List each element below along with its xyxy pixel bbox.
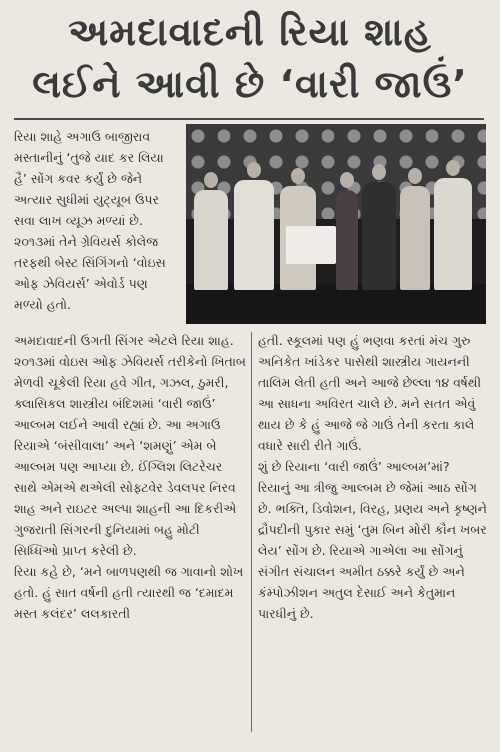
headline-line-2: લઈને આવી છે ‘વારી જાઉં’ — [32, 62, 468, 106]
person-figure — [400, 186, 430, 290]
person-head — [340, 172, 354, 188]
person-head — [204, 172, 218, 188]
column-b-paragraph-1: અમદાવાદની ઉગતી સિંગર એટલે રિયા શાહ. ૨૦૧૩માં વોઇસ ઓફ ઝેવિયર્સ તરીકેનો ખિતાબ મેળવી ચૂકેલી રિયા હવે ગીત, ગઝલ, ઠુમરી, ક્લાસિકલ શાસ્ત્રીય બંદિશમાં ‘વારી જાઉં’ આલ્બમ લઈને આવી રહ્યાં છે. આ અગાઉ રિયાએ ‘બંસીવાલા’ અને ‘શમણું’ એમ બે આલ્બમ પણ આપ્યા છે. ઈંગ્લિશ લિટરેચર સાથે એમએ થએલી સોફ્ટવેર ડેવલપર નિરવ શાહ અને રાઇટર અલ્પા શાહની આ દિકરીએ ગુજરાતી સિંગરની દુનિયામાં બહુ મોટી સિધ્ધિઓ પ્રાપ્ત કરેલી છે. — [14, 333, 246, 558]
column-b — [14, 330, 246, 624]
person-head — [408, 168, 422, 184]
person-figure — [234, 180, 274, 290]
headline-rule — [14, 118, 484, 120]
column-a — [14, 126, 180, 315]
person-head — [247, 162, 261, 178]
column-c-subhead: શું છે રિયાના ‘વારી જાઉં’ આલ્બમ’માં? — [258, 459, 450, 474]
column-b-paragraph-2: રિયા કહે છે, ‘મને બાળપણથી જ ગાવાનો શોખ હતો. હું સાત વર્ષની હતી ત્યારથી જ ‘દમાદમ મસ્ત કલંદર’ લલકારતી — [14, 564, 244, 621]
column-c-paragraph-2: રિયાનું આ ત્રીજુ આલ્બમ છે જેમાં આઠ સોંગ છે. ભક્તિ, ડિવોશન, વિરહ, પ્રણય અને કૃષ્ણને દ્રૌપદીની પુકાર સમું ‘તુમ બિન મોરી કૌન ખબર લેય’ સોંગ છે. રિયાએ ગાએલા આ સોંગનું સંગીત સંચાલન અમીત ઠક્કરે કર્યું છે અને કંમ્પોઝીશન અતુલ દેસાઈ અને કેતુમાન પારધીનું છે. — [258, 480, 487, 621]
person-figure — [362, 182, 396, 290]
person-figure — [336, 190, 358, 290]
event-photo — [186, 124, 486, 324]
column-divider — [251, 332, 252, 732]
column-a-paragraph: રિયા શાહે અગાઉ બાજીરાવ મસ્તાનીનું ‘તુજે યાદ કર લિયા હૈ’ સોંગ કવર કર્યું છે જેને અત્યાર સુધીમાં યુટ્યૂબ ઉપર સવા લાખ વ્યૂઝ મળ્યાં છે. ૨૦૧૩માં તેને ગ્રેવિયર્સ કોલેજ તરફથી બેસ્ટ સિંગિંગનો ‘વોઇસ ઓફ ઝેવિયર્સ’ એવોર્ડ પણ મળ્યો હતો. — [14, 129, 166, 312]
person-figure — [194, 190, 228, 290]
photo-floor — [186, 284, 486, 324]
person-head — [446, 160, 460, 176]
column-c — [258, 330, 488, 624]
person-head — [291, 168, 305, 184]
album-poster — [286, 226, 336, 264]
headline — [10, 6, 490, 110]
person-figure — [434, 178, 472, 290]
headline-line-1: અમદાવાદની રિયા શાહ — [68, 10, 432, 54]
column-c-paragraph-1: હતી. સ્કૂલમાં પણ હું ભણવા કરતાં મંચ ગુરુ અનિકેત ખાંડેકર પાસેથી શાસ્ત્રીય ગાયનની તાલિમ લેતી હતી અને આજે છેલ્લા ૧૪ વર્ષથી આ સાધના અવિરત ચાલે છે. મને સતત એવું થાય છે કે હું આજે જે ગાઉં તેની કરતા કાલે વધારે સારી રીતે ગાઉં. — [258, 333, 482, 453]
person-head — [372, 164, 386, 180]
